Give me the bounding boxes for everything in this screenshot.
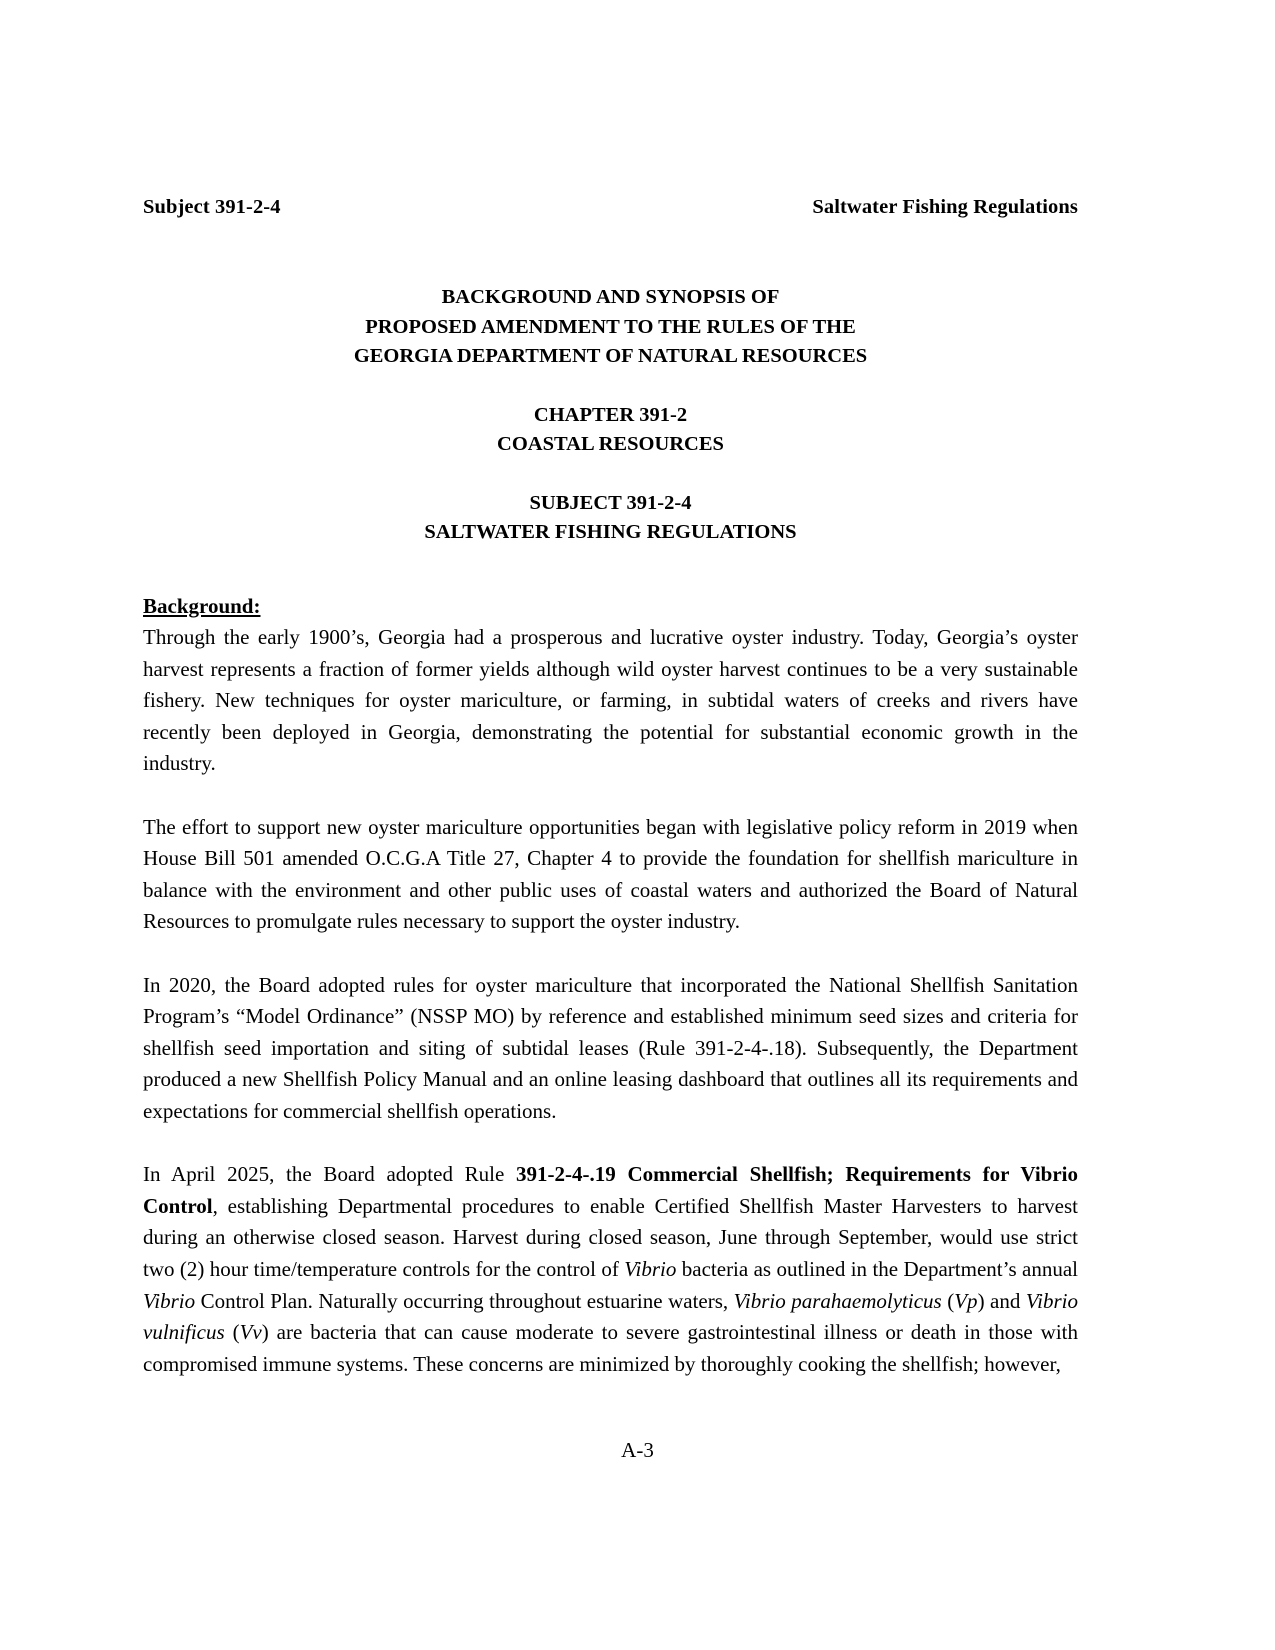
title-block: [143, 283, 1078, 548]
para4-rule-citation-bold: 391-2-4-.19 Commercial Shellfish; Requirements for Vibrio Control: [143, 1162, 1078, 1218]
title-line-chapter: CHAPTER 391-2: [533, 403, 688, 426]
para4-vibrio-italic-2: Vibrio: [143, 1288, 196, 1313]
title-line-background-synopsis: BACKGROUND AND SYNOPSIS OF: [441, 286, 780, 308]
para4-vibrio-parahaemolyticus-italic: Vibrio parahaemolyticus: [733, 1288, 942, 1313]
paragraph-april-2025-vibrio-rule: [143, 1159, 1078, 1380]
paragraph-oyster-industry-history: Through the early 1900’s, Georgia had a prosperous and lucrative oyster industry. Today, Georgia’s oyster harvest represents a fraction of former yields although wild oyster harvest continues to be a very sustainable fishery. New techniques for oyster mariculture, or farming, in subtidal waters of creeks and rivers have recently been deployed in Georgia, demonstrating the potential for substantial economic growth in the industry.: [143, 625, 1078, 776]
page-footer: [0, 1438, 1275, 1463]
page-content: [143, 196, 1078, 1380]
title-spacer-2: [143, 460, 1078, 489]
title-line-coastal-resources: COASTAL RESOURCES: [497, 433, 724, 455]
running-head: [143, 196, 1078, 219]
para4-vp-italic: Vp: [954, 1288, 978, 1313]
para4-segment-paren-open-1: (: [941, 1288, 955, 1313]
title-line-proposed-amendment: PROPOSED AMENDMENT TO THE RULES OF THE: [365, 315, 856, 338]
title-line-subject: SUBJECT 391-2-4: [529, 491, 692, 514]
paragraph-legislative-policy-reform: The effort to support new oyster mariculture opportunities began with legislative policy reform in 2019 when House Bill 501 amended O.C.G.A Title 27, Chapter 4 to provide the foundation for shellfish mariculture in balance with the environment and other public uses of coastal waters and authorized the Board of Natural Resources to promulgate rules necessary to support the oyster industry.: [143, 814, 1078, 934]
para4-segment-illness: ) are bacteria that can cause moderate to severe gastrointestinal illness or death in those with compromised immune systems. These concerns are minimized by thoroughly cooking the shellfish; however,: [143, 1320, 1078, 1376]
para4-vibrio-italic-1: Vibrio: [624, 1256, 677, 1281]
page-number: A-3: [621, 1438, 654, 1462]
title-line-georgia-dnr: GEORGIA DEPARTMENT OF NATURAL RESOURCES: [353, 345, 868, 367]
para4-segment-intro: In April 2025, the Board adopted Rule: [143, 1162, 517, 1187]
para4-segment-control-plan: Control Plan. Naturally occurring throughout estuarine waters,: [195, 1288, 734, 1313]
title-line-saltwater-fishing: SALTWATER FISHING REGULATIONS: [424, 521, 797, 543]
para4-segment-and: ) and: [977, 1288, 1026, 1313]
para4-vibrio-vulnificus-italic: Vibrio vulnificus: [143, 1288, 1078, 1345]
title-spacer-1: [143, 372, 1078, 401]
running-head-title: Saltwater Fishing Regulations: [812, 196, 1078, 218]
body-text: [143, 591, 1078, 1381]
paragraph-2020-board-rules: In 2020, the Board adopted rules for oyster mariculture that incorporated the National Shellfish Sanitation Program’s “Model Ordinance” (NSSP MO) by reference and established minimum seed sizes and criteria for shellfish seed importation and siting of subtidal leases (Rule 391-2-4-.18). Subsequently, the Department produced a new Shellfish Policy Manual and an online leasing dashboard that outlines all its requirements and expectations for commercial shellfish operations.: [143, 972, 1078, 1123]
para4-segment-procedures: , establishing Departmental procedures to enable Certified Shellfish Master Harvesters to harvest during an otherwise closed season. Harvest during closed season, June through September, would use strict two (2) hour time/temperature controls for the control of: [143, 1193, 1078, 1281]
background-heading: Background:: [143, 593, 261, 618]
running-head-subject: Subject 391-2-4: [143, 196, 281, 218]
para4-vv-italic: Vv: [239, 1320, 262, 1345]
para4-segment-paren-open-2: (: [224, 1320, 240, 1345]
background-section: [143, 591, 1078, 623]
para4-segment-bacteria: bacteria as outlined in the Department’s annual: [676, 1256, 1078, 1281]
